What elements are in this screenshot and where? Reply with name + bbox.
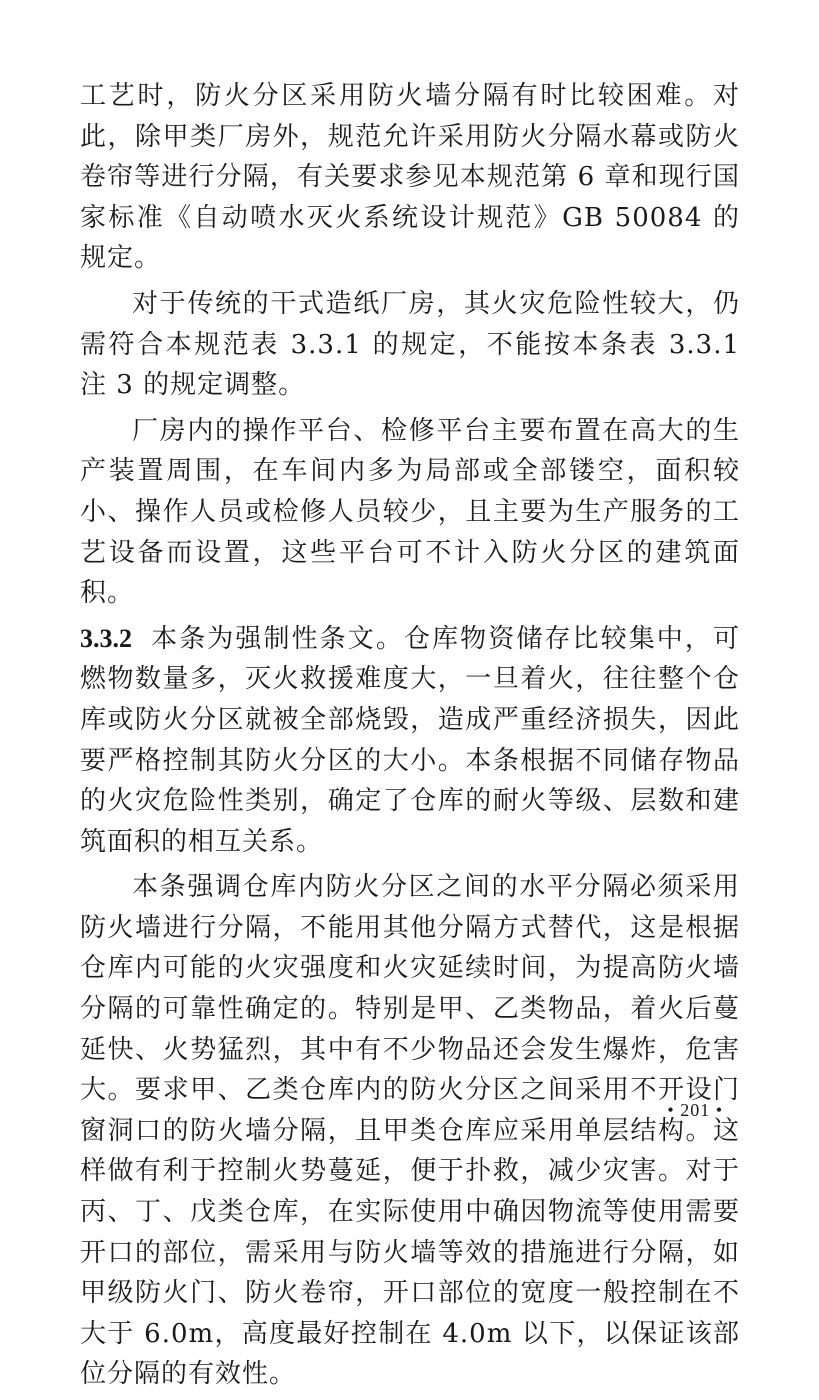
page-number: • 201 • — [667, 1100, 723, 1120]
paragraph-paper-mill: 对于传统的干式造纸厂房，其火灾危险性较大，仍需符合本规范表 3.3.1 的规定，不能按本条表 3.3.1 注 3 的规定调整。 — [80, 288, 740, 401]
paragraph-platforms: 厂房内的操作平台、检修平台主要布置在高大的生产装置周围，在车间内多为局部或全部镂空，面积较小、操作人员或检修人员较少，且主要为生产服务的工艺设备而设置，这些平台可不计入防火分区的建筑面积。 — [80, 415, 740, 609]
document-body — [80, 76, 740, 1400]
paragraph-warehouse-separation: 本条强调仓库内防火分区之间的水平分隔必须采用防火墙进行分隔，不能用其他分隔方式替代，这是根据仓库内可能的火灾强度和火灾延续时间，为提高防火墙分隔的可靠性确定的。特别是甲、乙类物品，着火后蔓延快、火势猛烈，其中有不少物品还会发生爆炸，危害大。要求甲、乙类仓库内的防火分区之间采用不开设门窗洞口的防火墙分隔，且甲类仓库应采用单层结构。这样做有利于控制火势蔓延，便于扑救，减少灾害。对于丙、丁、戊类仓库，在实际使用中确因物流等使用需要开口的部位，需采用与防火墙等效的措施进行分隔，如甲级防火门、防火卷帘，开口部位的宽度一般控制在不大于 6.0m，高度最好控制在 4.0m 以下，以保证该部位分隔的有效性。 — [80, 872, 740, 1390]
clause-number: 3.3.2 — [80, 623, 132, 653]
paragraph-continuation: 工艺时，防火分区采用防火墙分隔有时比较困难。对此，除甲类厂房外，规范允许采用防火分隔水幕或防火卷帘等进行分隔，有关要求参见本规范第 6 章和现行国家标准《自动喷水灭火系统设计规范》GB 50084 的规定。 — [80, 81, 740, 274]
paragraph-clause-3-3-2 — [80, 619, 740, 863]
clause-text: 本条为强制性条文。仓库物资储存比较集中，可燃物数量多，灭火救援难度大，一旦着火，往往整个仓库或防火分区就被全部烧毁，造成严重经济损失，因此要严格控制其防火分区的大小。本条根据不同储存物品的火灾危险性类别，确定了仓库的耐火等级、层数和建筑面积的相互关系。 — [80, 623, 740, 857]
